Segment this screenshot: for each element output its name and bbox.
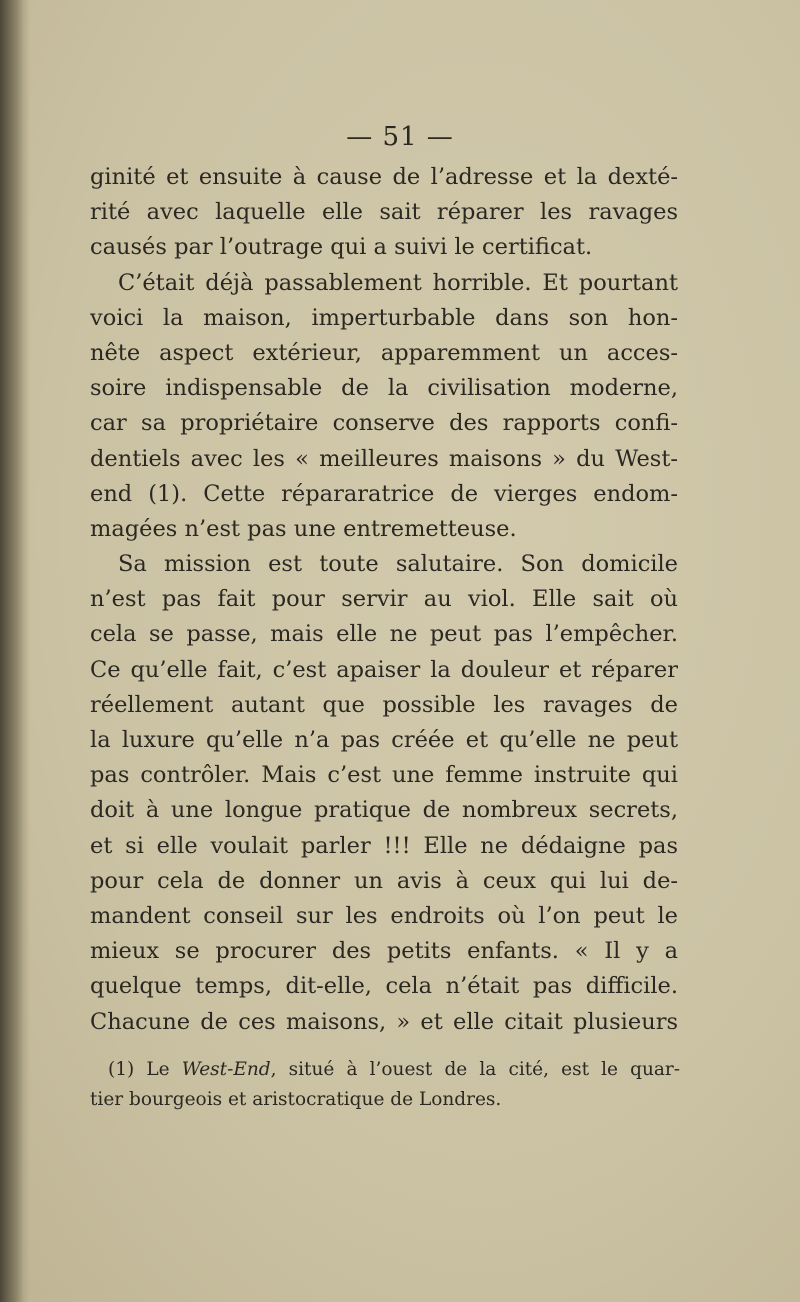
body-text [90, 160, 678, 1040]
book-spine-shadow [0, 0, 30, 1302]
footnote [90, 1055, 680, 1115]
text-line: rité avec laquelle elle sait réparer les ravages [90, 199, 678, 226]
text-line: C’était déjà passablement horrible. Et pourtant [118, 269, 678, 296]
text-line: voici la maison, imperturbable dans son hon- [90, 304, 678, 331]
footnote-marker: (1) Le [108, 1059, 182, 1080]
text-line: quelque temps, dit-elle, cela n’était pas difficile. [90, 973, 678, 1000]
text-line: n’est pas fait pour servir au viol. Elle sait où [90, 586, 678, 613]
text-line: et si elle voulait parler !!! Elle ne dédaigne pas [90, 832, 678, 859]
footnote-line: tier bourgeois et aristocratique de Londres. [90, 1089, 502, 1110]
text-line: la luxure qu’elle n’a pas créée et qu’elle ne peut [90, 727, 678, 753]
text-line: nête aspect extérieur, apparemment un acces- [90, 339, 678, 366]
text-line: dentiels avec les « meilleures maisons » du West- [90, 445, 678, 472]
text-line: mieux se procurer des petits enfants. « Il y a [90, 938, 678, 965]
footnote-italic-term: West-End [181, 1059, 271, 1080]
text-line: pour cela de donner un avis à ceux qui lui de- [90, 867, 678, 894]
text-line: cela se passe, mais elle ne peut pas l’empêcher. [90, 621, 678, 648]
text-line: doit à une longue pratique de nombreux secrets, [90, 797, 678, 824]
text-line: causés par l’outrage qui a suivi le certificat. [90, 234, 593, 261]
text-line: ginité et ensuite à cause de l’adresse et la dexté- [90, 164, 678, 190]
text-line: Ce qu’elle fait, c’est apaiser la douleur et réparer [90, 656, 678, 683]
footnote-rest: , situé à l’ouest de la cité, est le quar- [270, 1059, 680, 1080]
text-line: car sa propriétaire conserve des rapports confi- [90, 410, 678, 437]
text-line: soire indispensable de la civilisation moderne, [90, 375, 678, 402]
text-line: Chacune de ces maisons, » et elle citait plusieurs [90, 1008, 678, 1035]
text-line: réellement autant que possible les ravages de [90, 691, 678, 718]
text-line: magées n’est pas une entremetteuse. [90, 515, 517, 542]
text-line: end (1). Cette répararatrice de vierges endom- [90, 480, 678, 507]
footnote-line [90, 1055, 680, 1085]
text-line: Sa mission est toute salutaire. Son domicile [118, 551, 678, 578]
text-line: mandent conseil sur les endroits où l’on peut le [90, 902, 678, 929]
text-line: pas contrôler. Mais c’est une femme instruite qui [90, 762, 678, 789]
page-number: — 51 — [346, 122, 454, 152]
